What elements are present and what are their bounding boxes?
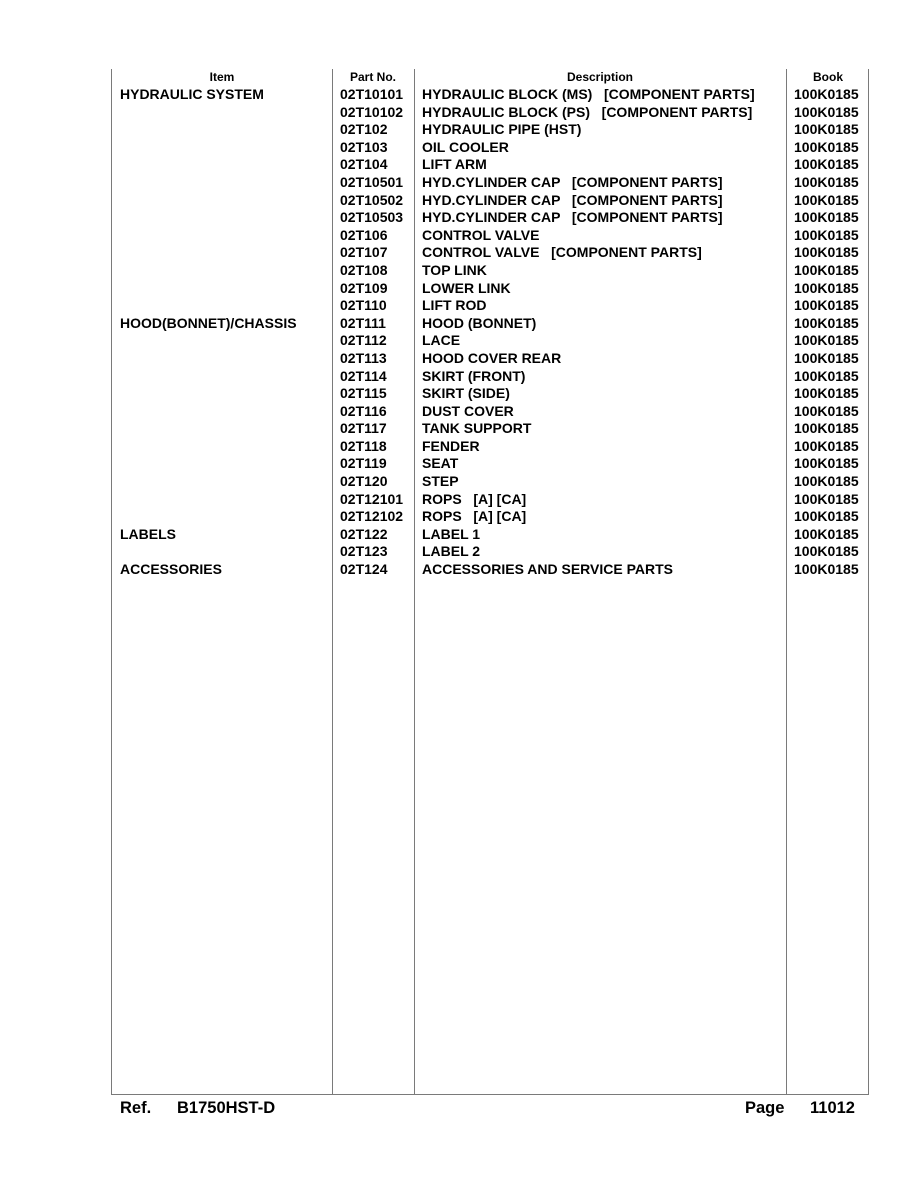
table-header xyxy=(112,69,868,86)
row-part-no: 02T124 xyxy=(340,561,388,578)
table-row xyxy=(112,104,868,122)
row-book: 100K0185 xyxy=(794,261,859,278)
parts-index-table xyxy=(111,69,869,1095)
row-description: HYDRAULIC PIPE (HST) xyxy=(422,121,582,138)
table-row xyxy=(112,86,868,104)
table-row xyxy=(112,438,868,456)
row-description: HYD.CYLINDER CAP [COMPONENT PARTS] xyxy=(422,191,723,208)
table-row xyxy=(112,244,868,262)
table-row xyxy=(112,543,868,561)
row-item: HOOD(BONNET)/CHASSIS xyxy=(120,314,297,331)
row-part-no: 02T116 xyxy=(340,402,387,419)
table-row xyxy=(112,403,868,421)
row-book: 100K0185 xyxy=(794,173,859,190)
table-row xyxy=(112,156,868,174)
ref-value: B1750HST-D xyxy=(177,1099,276,1117)
page-label: Page xyxy=(745,1099,785,1117)
table-row xyxy=(112,350,868,368)
row-book: 100K0185 xyxy=(794,209,859,226)
row-description: STEP xyxy=(422,473,459,490)
row-book: 100K0185 xyxy=(794,138,859,155)
row-part-no: 02T117 xyxy=(340,420,387,437)
row-description: TOP LINK xyxy=(422,261,487,278)
row-book: 100K0185 xyxy=(794,385,859,402)
row-description: LIFT ROD xyxy=(422,297,487,314)
row-description: LABEL 1 xyxy=(422,525,481,542)
page-footer xyxy=(111,1097,869,1119)
table-row xyxy=(112,526,868,544)
table-row xyxy=(112,420,868,438)
row-part-no: 02T10101 xyxy=(340,86,404,102)
row-description: HYD.CYLINDER CAP [COMPONENT PARTS] xyxy=(422,209,723,226)
row-part-no: 02T10502 xyxy=(340,191,404,208)
row-book: 100K0185 xyxy=(794,455,859,472)
row-part-no: 02T10102 xyxy=(340,103,404,120)
row-part-no: 02T120 xyxy=(340,473,388,490)
row-book: 100K0185 xyxy=(794,156,859,173)
row-description: LIFT ARM xyxy=(422,156,487,173)
row-description: FENDER xyxy=(422,437,480,454)
row-description: TANK SUPPORT xyxy=(422,420,532,437)
row-description: ROPS [A] [CA] xyxy=(422,490,527,507)
row-description: LACE xyxy=(422,332,461,349)
row-part-no: 02T114 xyxy=(340,367,387,384)
table-row xyxy=(112,455,868,473)
row-part-no: 02T123 xyxy=(340,543,388,560)
row-description: SKIRT (SIDE) xyxy=(422,385,510,402)
ref-label: Ref. xyxy=(120,1099,152,1117)
table-row xyxy=(112,280,868,298)
row-book: 100K0185 xyxy=(794,103,859,120)
row-book: 100K0185 xyxy=(794,279,859,296)
row-description: HYDRAULIC BLOCK (PS) [COMPONENT PARTS] xyxy=(422,103,753,120)
table-row xyxy=(112,297,868,315)
row-book: 100K0185 xyxy=(794,508,859,525)
row-book: 100K0185 xyxy=(794,490,859,507)
table-row xyxy=(112,174,868,192)
row-description: HYDRAULIC BLOCK (MS) [COMPONENT PARTS] xyxy=(422,86,755,102)
table-row xyxy=(112,561,868,579)
row-part-no: 02T106 xyxy=(340,226,388,243)
row-part-no: 02T118 xyxy=(340,437,387,454)
header-item: Item xyxy=(209,70,235,84)
row-description: SKIRT (FRONT) xyxy=(422,367,526,384)
row-part-no: 02T113 xyxy=(340,349,387,366)
row-description: ROPS [A] [CA] xyxy=(422,508,527,525)
table-row xyxy=(112,139,868,157)
row-part-no: 02T115 xyxy=(340,385,387,402)
table-row xyxy=(112,227,868,245)
row-book: 100K0185 xyxy=(794,561,859,578)
row-book: 100K0185 xyxy=(794,349,859,366)
row-book: 100K0185 xyxy=(794,525,859,542)
header-description: Description xyxy=(566,70,633,84)
row-description: SEAT xyxy=(422,455,459,472)
table-row xyxy=(112,508,868,526)
row-book: 100K0185 xyxy=(794,226,859,243)
row-part-no: 02T108 xyxy=(340,261,388,278)
row-book: 100K0185 xyxy=(794,367,859,384)
row-part-no: 02T10501 xyxy=(340,173,404,190)
header-book: Book xyxy=(813,70,843,84)
table-body xyxy=(112,86,868,579)
row-part-no: 02T103 xyxy=(340,138,388,155)
row-part-no: 02T119 xyxy=(340,455,387,472)
row-description: HOOD (BONNET) xyxy=(422,314,537,331)
row-book: 100K0185 xyxy=(794,420,859,437)
row-book: 100K0185 xyxy=(794,473,859,490)
row-description: LOWER LINK xyxy=(422,279,511,296)
row-book: 100K0185 xyxy=(794,86,859,102)
row-description: ACCESSORIES AND SERVICE PARTS xyxy=(422,561,674,578)
row-part-no: 02T12102 xyxy=(340,508,404,525)
row-part-no: 02T102 xyxy=(340,121,388,138)
table-row xyxy=(112,121,868,139)
row-book: 100K0185 xyxy=(794,297,859,314)
row-description: OIL COOLER xyxy=(422,138,509,155)
row-description: HOOD COVER REAR xyxy=(422,349,562,366)
table-row xyxy=(112,473,868,491)
row-description: CONTROL VALVE [COMPONENT PARTS] xyxy=(422,244,702,261)
table-row xyxy=(112,262,868,280)
header-part-no: Part No. xyxy=(349,70,396,84)
row-book: 100K0185 xyxy=(794,314,859,331)
row-part-no: 02T104 xyxy=(340,156,388,173)
row-book: 100K0185 xyxy=(794,437,859,454)
table-row xyxy=(112,332,868,350)
table-row xyxy=(112,491,868,509)
table-row xyxy=(112,209,868,227)
row-part-no: 02T107 xyxy=(340,244,388,261)
row-book: 100K0185 xyxy=(794,543,859,560)
row-item: LABELS xyxy=(120,525,176,542)
row-book: 100K0185 xyxy=(794,332,859,349)
row-item: ACCESSORIES xyxy=(120,561,222,578)
row-description: DUST COVER xyxy=(422,402,514,419)
row-description: HYD.CYLINDER CAP [COMPONENT PARTS] xyxy=(422,173,723,190)
row-part-no: 02T111 xyxy=(340,314,386,331)
row-book: 100K0185 xyxy=(794,402,859,419)
row-description: LABEL 2 xyxy=(422,543,481,560)
row-book: 100K0185 xyxy=(794,121,859,138)
row-part-no: 02T110 xyxy=(340,297,387,314)
table-row xyxy=(112,192,868,210)
row-description: CONTROL VALVE xyxy=(422,226,540,243)
page-number: 11012 xyxy=(810,1099,855,1117)
row-book: 100K0185 xyxy=(794,191,859,208)
row-part-no: 02T112 xyxy=(340,332,387,349)
row-item: HYDRAULIC SYSTEM xyxy=(120,86,264,102)
row-part-no: 02T122 xyxy=(340,525,388,542)
table-row xyxy=(112,385,868,403)
table-row xyxy=(112,315,868,333)
row-part-no: 02T12101 xyxy=(340,490,404,507)
table-row xyxy=(112,368,868,386)
row-part-no: 02T109 xyxy=(340,279,388,296)
row-part-no: 02T10503 xyxy=(340,209,404,226)
row-book: 100K0185 xyxy=(794,244,859,261)
